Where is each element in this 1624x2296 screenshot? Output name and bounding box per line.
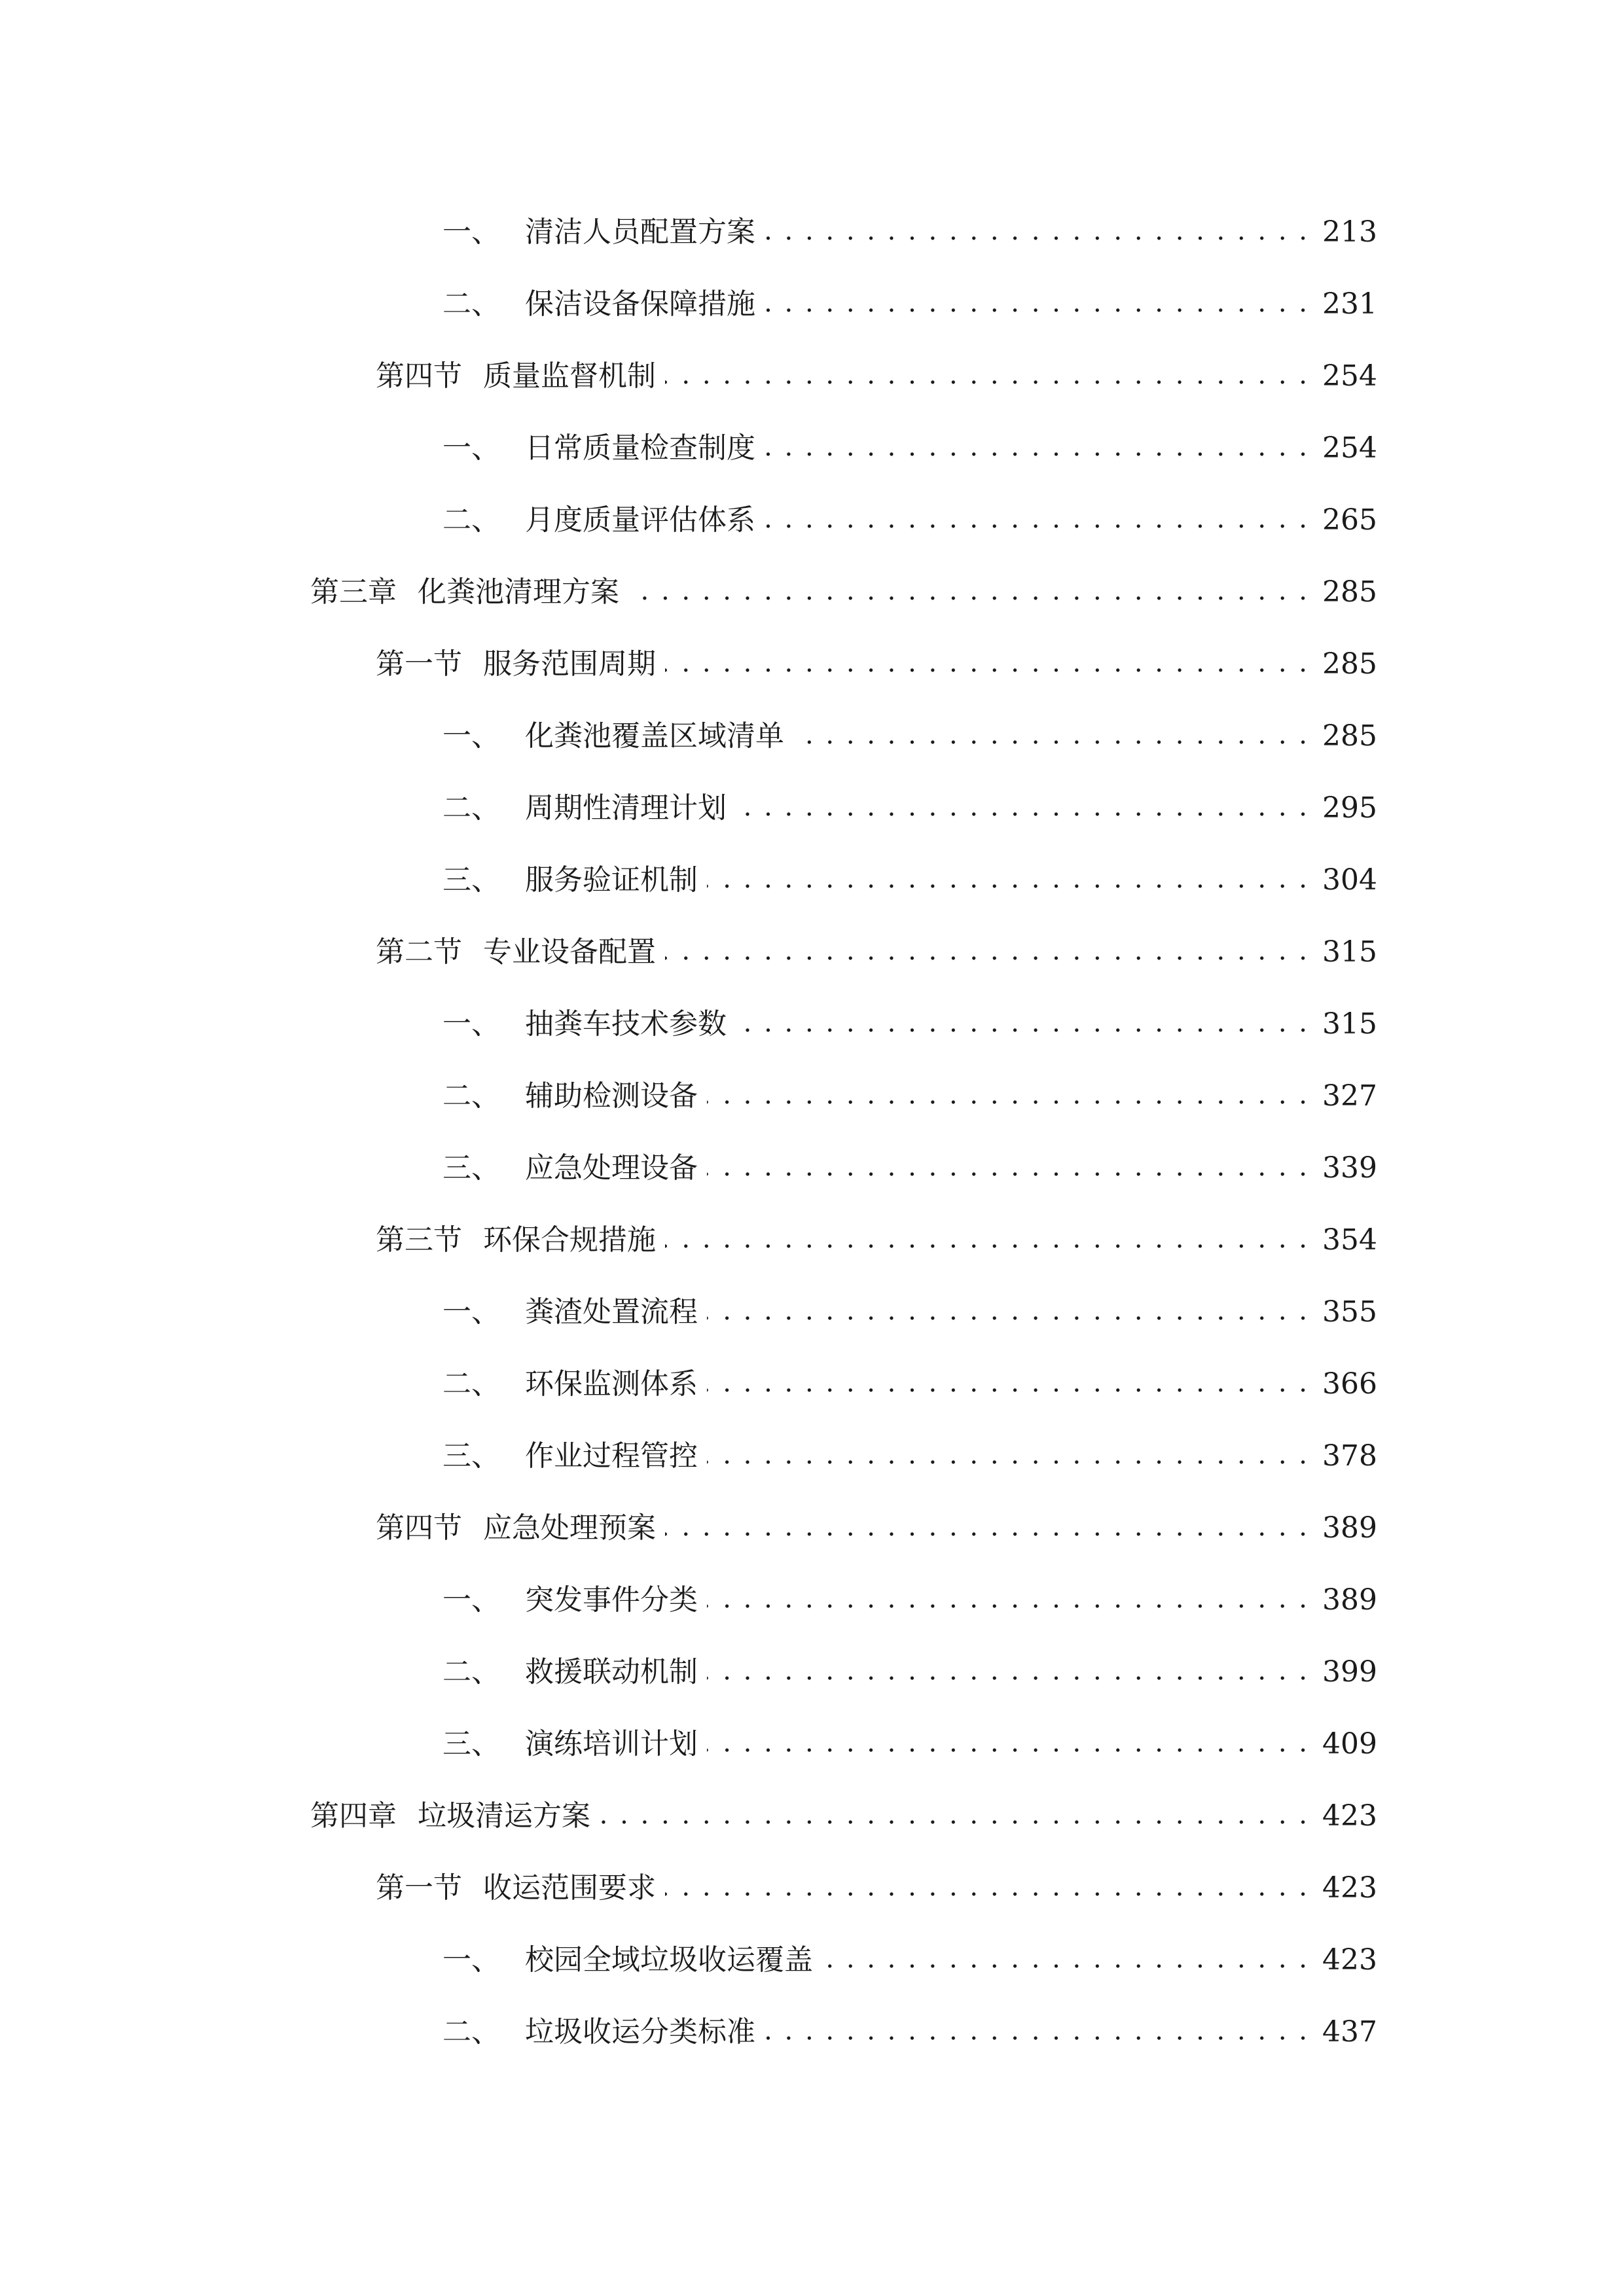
toc-entry[interactable] [0, 1204, 1624, 1276]
toc-entry-number: 三、 [442, 1727, 500, 1761]
toc-entry-title: 服务范围周期 [483, 647, 656, 681]
toc-entry[interactable] [0, 700, 1624, 772]
toc-entry[interactable] [0, 196, 1624, 268]
table-of-contents [0, 196, 1624, 2068]
toc-entry-page: 254 [1322, 431, 1377, 465]
toc-entry-title: 清洁人员配置方案 [525, 215, 755, 249]
toc-entry-number: 第三章 [310, 575, 397, 609]
toc-entry-title: 救援联动机制 [525, 1655, 698, 1689]
toc-entry-page: 423 [1322, 1943, 1377, 1977]
dot-leader [707, 1370, 1309, 1399]
toc-entry[interactable] [0, 1060, 1624, 1132]
toc-entry[interactable] [0, 628, 1624, 700]
toc-entry-page: 339 [1322, 1151, 1377, 1185]
toc-entry-page: 327 [1322, 1079, 1377, 1113]
toc-entry[interactable] [0, 1564, 1624, 1636]
toc-entry[interactable] [0, 412, 1624, 484]
toc-entry-page: 437 [1322, 2015, 1377, 2049]
dot-leader [707, 1154, 1309, 1183]
toc-entry-title: 校园全域垃圾收运覆盖 [525, 1943, 813, 1977]
toc-entry-number: 第一节 [376, 1871, 462, 1905]
toc-entry-page: 389 [1322, 1583, 1377, 1617]
toc-entry-title: 服务验证机制 [525, 863, 698, 897]
toc-entry-title: 保洁设备保障措施 [525, 287, 755, 321]
toc-entry-number: 第四节 [376, 1511, 462, 1545]
toc-entry-title: 垃圾收运分类标准 [525, 2015, 755, 2049]
toc-entry-title: 化粪池覆盖区域清单 [525, 719, 784, 753]
toc-entry-page: 355 [1322, 1295, 1377, 1329]
dot-leader [665, 1874, 1309, 1903]
toc-entry-title: 质量监督机制 [483, 359, 656, 393]
toc-entry-title: 专业设备配置 [483, 935, 656, 969]
toc-entry[interactable] [0, 556, 1624, 628]
toc-entry-number: 二、 [442, 791, 500, 825]
toc-entry-number: 一、 [442, 1943, 500, 1977]
toc-entry-title: 环保合规措施 [483, 1223, 656, 1257]
toc-entry-number: 二、 [442, 503, 500, 537]
toc-entry[interactable] [0, 340, 1624, 412]
toc-entry-page: 409 [1322, 1727, 1377, 1761]
toc-entry[interactable] [0, 916, 1624, 988]
toc-entry[interactable] [0, 268, 1624, 340]
dot-leader [707, 1730, 1309, 1759]
toc-entry[interactable] [0, 1708, 1624, 1780]
toc-entry-title: 辅助检测设备 [525, 1079, 698, 1113]
toc-entry[interactable] [0, 1420, 1624, 1492]
toc-entry[interactable] [0, 1780, 1624, 1852]
toc-entry-number: 第一节 [376, 647, 462, 681]
dot-leader [793, 722, 1309, 751]
toc-entry-number: 第三节 [376, 1223, 462, 1257]
toc-entry-number: 二、 [442, 1079, 500, 1113]
toc-entry[interactable] [0, 1852, 1624, 1924]
dot-leader [665, 1226, 1309, 1255]
toc-entry-page: 423 [1322, 1799, 1377, 1833]
dot-leader [707, 866, 1309, 895]
toc-entry-page: 265 [1322, 503, 1377, 537]
toc-entry[interactable] [0, 1924, 1624, 1996]
toc-entry-page: 231 [1322, 287, 1377, 321]
toc-entry-page: 295 [1322, 791, 1377, 825]
toc-entry[interactable] [0, 988, 1624, 1060]
toc-entry-title: 垃圾清运方案 [418, 1799, 590, 1833]
toc-entry-page: 315 [1322, 1007, 1377, 1041]
toc-entry-title: 化粪池清理方案 [418, 575, 619, 609]
toc-entry-number: 一、 [442, 1583, 500, 1617]
toc-entry-number: 二、 [442, 1655, 500, 1689]
toc-entry[interactable] [0, 484, 1624, 556]
toc-entry-title: 月度质量评估体系 [525, 503, 755, 537]
toc-entry-page: 213 [1322, 215, 1377, 249]
toc-entry-title: 收运范围要求 [483, 1871, 656, 1905]
toc-entry[interactable] [0, 1132, 1624, 1204]
dot-leader [736, 1010, 1309, 1039]
toc-entry-page: 315 [1322, 935, 1377, 969]
toc-entry-page: 254 [1322, 359, 1377, 393]
dot-leader [707, 1442, 1309, 1471]
toc-entry-page: 399 [1322, 1655, 1377, 1689]
toc-entry-page: 285 [1322, 647, 1377, 681]
dot-leader [665, 650, 1309, 679]
toc-entry-number: 二、 [442, 287, 500, 321]
toc-entry-title: 抽粪车技术参数 [525, 1007, 727, 1041]
dot-leader [600, 1802, 1309, 1831]
dot-leader [628, 578, 1309, 607]
toc-entry-number: 一、 [442, 1007, 500, 1041]
dot-leader [707, 1082, 1309, 1111]
toc-entry-number: 一、 [442, 431, 500, 465]
dot-leader [765, 506, 1309, 535]
toc-entry-page: 304 [1322, 863, 1377, 897]
toc-entry[interactable] [0, 772, 1624, 844]
toc-entry-title: 演练培训计划 [525, 1727, 698, 1761]
toc-entry[interactable] [0, 1492, 1624, 1564]
toc-entry-page: 423 [1322, 1871, 1377, 1905]
toc-entry-title: 应急处理设备 [525, 1151, 698, 1185]
toc-entry[interactable] [0, 1276, 1624, 1348]
toc-entry-number: 三、 [442, 863, 500, 897]
toc-entry-number: 第四章 [310, 1799, 397, 1833]
toc-entry-title: 应急处理预案 [483, 1511, 656, 1545]
toc-entry-page: 285 [1322, 575, 1377, 609]
toc-entry-title: 周期性清理计划 [525, 791, 727, 825]
toc-entry[interactable] [0, 1348, 1624, 1420]
toc-entry-page: 366 [1322, 1367, 1377, 1401]
dot-leader [822, 1946, 1309, 1975]
dot-leader [707, 1586, 1309, 1615]
toc-entry[interactable] [0, 1996, 1624, 2068]
toc-entry-title: 作业过程管控 [525, 1439, 698, 1473]
dot-leader [665, 362, 1309, 391]
toc-entry-number: 三、 [442, 1439, 500, 1473]
toc-entry[interactable] [0, 1636, 1624, 1708]
toc-entry-page: 378 [1322, 1439, 1377, 1473]
dot-leader [707, 1658, 1309, 1687]
toc-entry-number: 一、 [442, 215, 500, 249]
toc-entry-number: 第二节 [376, 935, 462, 969]
toc-entry-number: 一、 [442, 719, 500, 753]
toc-entry-number: 三、 [442, 1151, 500, 1185]
toc-entry-title: 突发事件分类 [525, 1583, 698, 1617]
toc-entry-page: 389 [1322, 1511, 1377, 1545]
dot-leader [765, 290, 1309, 319]
dot-leader [736, 794, 1309, 823]
toc-entry-page: 285 [1322, 719, 1377, 753]
toc-entry-title: 环保监测体系 [525, 1367, 698, 1401]
toc-entry-number: 一、 [442, 1295, 500, 1329]
toc-entry-page: 354 [1322, 1223, 1377, 1257]
toc-entry-number: 第四节 [376, 359, 462, 393]
dot-leader [665, 1514, 1309, 1543]
dot-leader [665, 938, 1309, 967]
toc-entry-number: 二、 [442, 1367, 500, 1401]
dot-leader [765, 434, 1309, 463]
toc-entry-number: 二、 [442, 2015, 500, 2049]
dot-leader [765, 2018, 1309, 2047]
dot-leader [765, 218, 1309, 247]
toc-entry-title: 粪渣处置流程 [525, 1295, 698, 1329]
dot-leader [707, 1298, 1309, 1327]
toc-entry[interactable] [0, 844, 1624, 916]
toc-entry-title: 日常质量检查制度 [525, 431, 755, 465]
